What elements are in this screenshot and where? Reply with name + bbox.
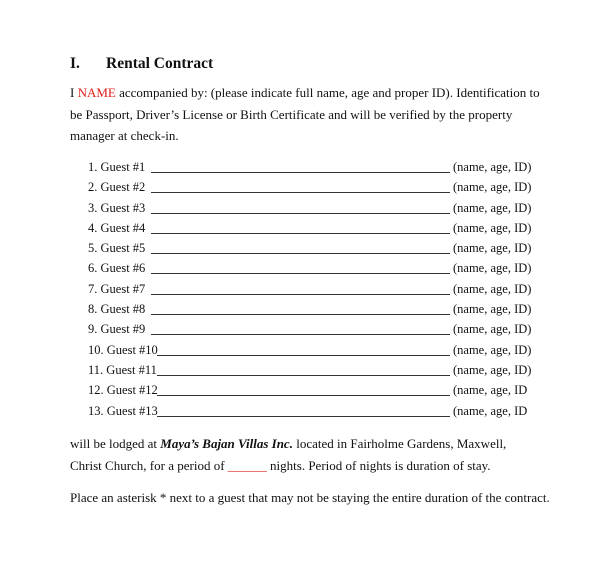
intro-text: accompanied by: (please indicate full name, age and proper ID). Identification to be Passport, Driver’s License or Birth Certificate and will be verified by the property manager at check-in. [70, 85, 540, 143]
guest-hint: (name, age, ID) [453, 362, 532, 377]
section-title: Rental Contract [106, 55, 214, 72]
guest-hint: (name, age, ID) [453, 322, 532, 337]
lodging-mid: located in Fairholme Gardens, Maxwell, Christ Church, for a period of [70, 436, 507, 473]
guest-label: 5. Guest #5 [88, 241, 146, 256]
guest-row-3 [0, 198, 600, 218]
guest-2-input-line[interactable] [151, 192, 450, 193]
guest-hint: (name, age, ID) [453, 220, 532, 235]
guest-9-input-line[interactable] [151, 334, 450, 335]
guest-row-9 [0, 319, 600, 339]
guest-label: 12. Guest #12 [88, 383, 158, 398]
guest-hint: (name, age, ID [453, 383, 528, 398]
guest-row-5 [0, 238, 600, 258]
section-number: I. [70, 55, 80, 72]
guest-label: 2. Guest #2 [88, 180, 146, 195]
guest-label: 3. Guest #3 [88, 200, 146, 215]
guest-hint: (name, age, ID) [453, 160, 532, 174]
guest-row-6 [0, 258, 600, 278]
guest-hint: (name, age, ID) [453, 200, 532, 215]
intro-paragraph [70, 82, 540, 147]
guest-5-input-line[interactable] [151, 253, 450, 254]
guest-hint: (name, age, ID [453, 403, 528, 418]
guest-1-input-line[interactable] [151, 172, 450, 173]
guest-hint: (name, age, ID) [453, 342, 532, 357]
guest-13-input-line[interactable] [157, 416, 450, 417]
guest-7-input-line[interactable] [151, 294, 450, 295]
guest-row-11 [0, 360, 600, 380]
guest-row-10 [0, 340, 600, 360]
intro-prefix: I [70, 85, 78, 100]
nights-blank[interactable]: ______ [227, 457, 267, 473]
guest-row-8 [0, 299, 600, 319]
asterisk-note: Place an asterisk * next to a guest that may not be staying the entire duration of the contract. [70, 490, 550, 505]
guest-row-1 [0, 157, 600, 177]
guest-label: 9. Guest #9 [88, 322, 146, 337]
guest-4-input-line[interactable] [151, 233, 450, 234]
guest-hint: (name, age, ID) [453, 281, 532, 296]
guest-row-13 [0, 401, 600, 421]
guest-label: 1. Guest #1 [88, 160, 146, 174]
guest-hint: (name, age, ID) [453, 261, 532, 276]
guest-label: 7. Guest #7 [88, 281, 146, 296]
company-name: Maya’s Bajan Villas Inc. [160, 436, 293, 451]
lodging-pre: will be lodged at [70, 436, 161, 451]
section-heading [70, 55, 213, 73]
guest-label: 10. Guest #10 [88, 342, 158, 357]
guest-label: 13. Guest #13 [88, 403, 158, 418]
guest-row-2 [0, 177, 600, 197]
guest-label: 11. Guest #11 [88, 362, 157, 377]
guest-6-input-line[interactable] [151, 273, 450, 274]
guest-3-input-line[interactable] [151, 213, 450, 214]
guest-11-input-line[interactable] [157, 375, 450, 376]
guest-10-input-line[interactable] [157, 355, 450, 356]
guest-list [0, 157, 600, 421]
guest-label: 6. Guest #6 [88, 261, 146, 276]
guest-12-input-line[interactable] [157, 395, 450, 396]
guest-hint: (name, age, ID) [453, 180, 532, 195]
lodging-paragraph [70, 433, 540, 476]
guest-hint: (name, age, ID) [453, 241, 532, 256]
lodging-post: nights. Period of nights is duration of stay. [266, 457, 491, 473]
guest-row-7 [0, 279, 600, 299]
guest-row-12 [0, 380, 600, 400]
guest-label: 8. Guest #8 [88, 302, 146, 317]
guest-row-4 [0, 218, 600, 238]
guest-hint: (name, age, ID) [453, 302, 532, 317]
guest-label: 4. Guest #4 [88, 220, 146, 235]
guest-8-input-line[interactable] [151, 314, 450, 315]
name-placeholder[interactable]: NAME [77, 85, 116, 100]
